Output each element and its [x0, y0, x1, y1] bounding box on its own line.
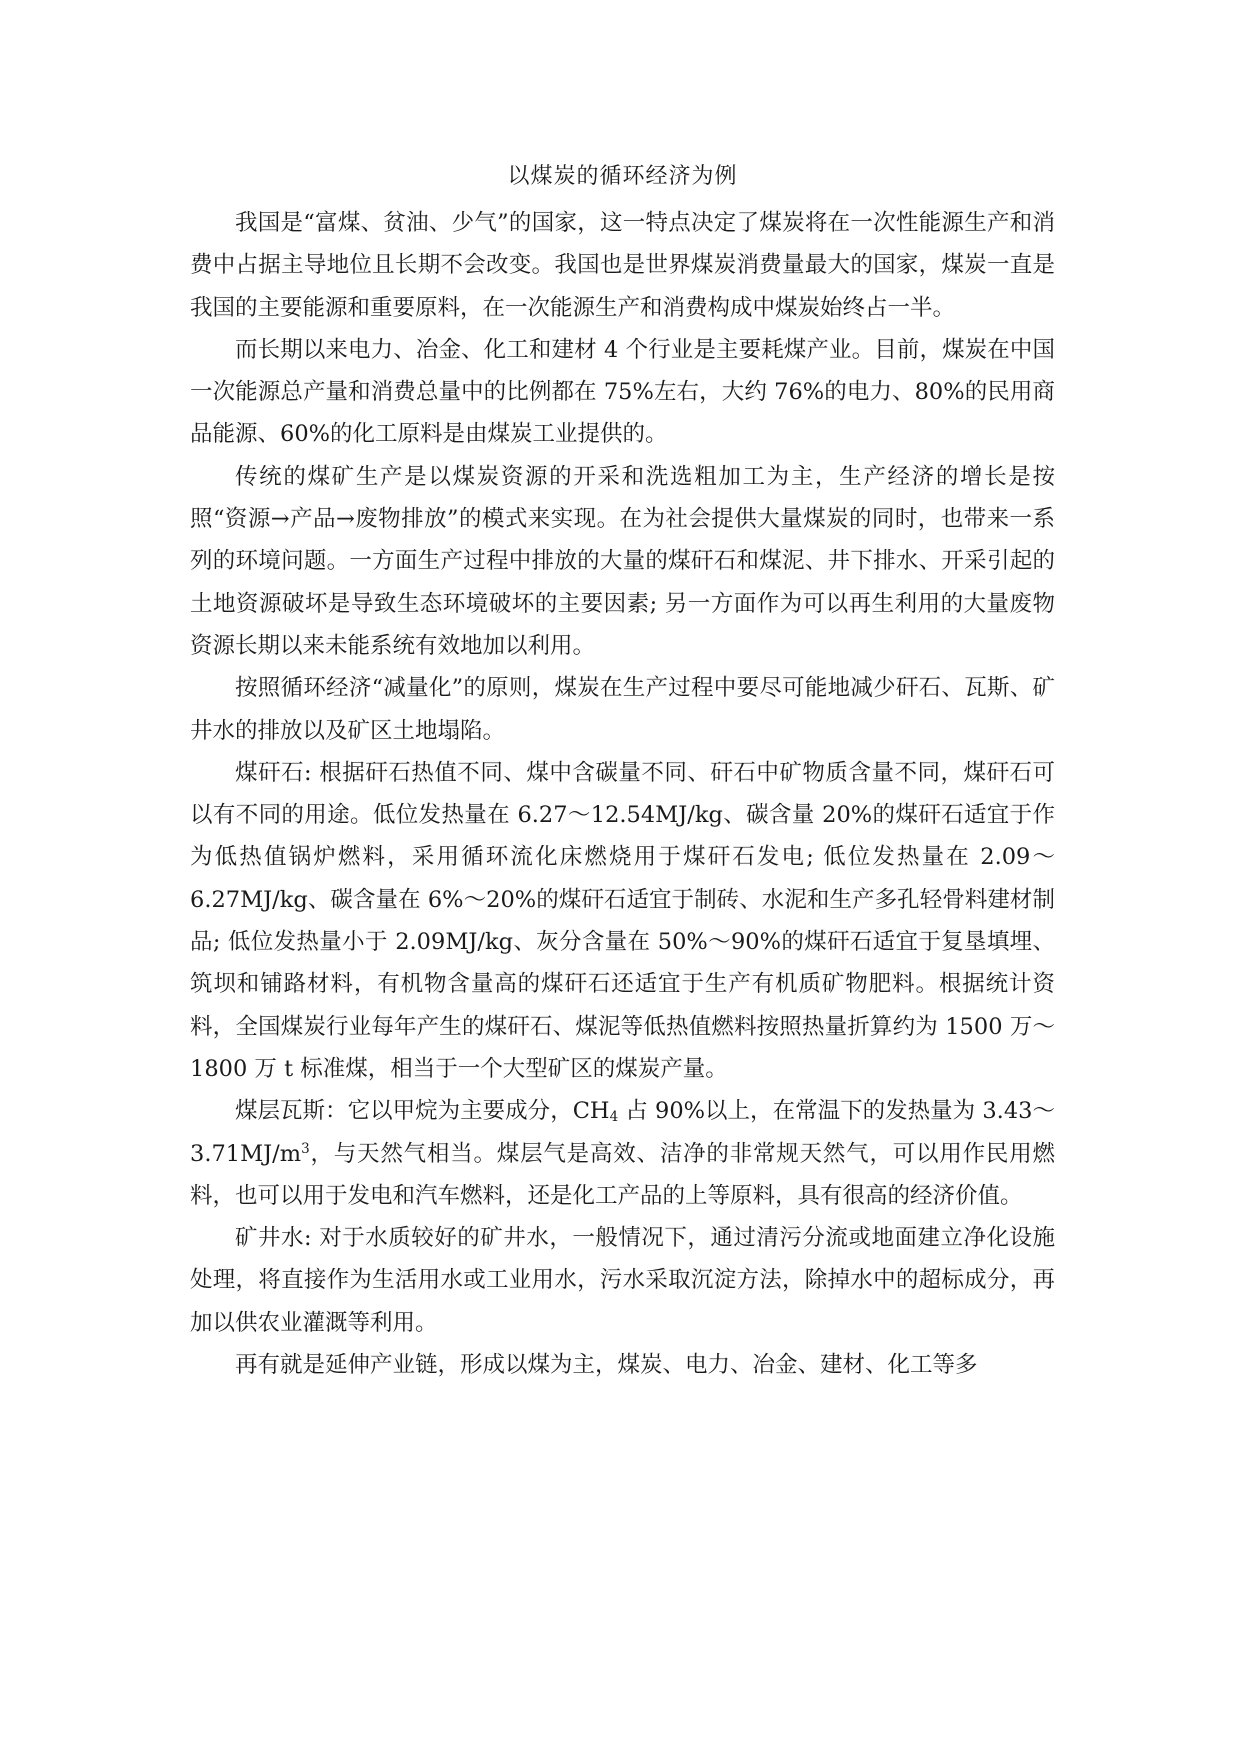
paragraph-coal-gangue: 煤矸石: 根据矸石热值不同、煤中含碳量不同、矸石中矿物质含量不同，煤矸石可以有不同的用途。低位发热量在 6.27～12.54MJ/kg、碳含量 20%的煤矸石适宜于作为低热值锅炉燃料，采用循环流化床燃烧用于煤矸石发电; 低位发热量在 2.09～6.27MJ/kg、碳含量在 6%～20%的煤矸石适宜于制砖、水泥和生产多孔轻骨料建材制品; 低位发热量小于 2.09MJ/kg、灰分含量在 50%～90%的煤矸石适宜于复垦填埋、筑坝和铺路材料，有机物含量高的煤矸石还适宜于生产有机质矿物肥料。根据统计资料，全国煤炭行业每年产生的煤矸石、煤泥等低热值燃料按照热量折算约为 1500 万～1800 万 t 标准煤，相当于一个大型矿区的煤炭产量。: [190, 759, 1055, 1082]
ch4-formula: $CH_4$: [572, 1098, 619, 1126]
paragraph-industry-chain: 再有就是延伸产业链，形成以煤为主，煤炭、电力、冶金、建材、化工等多: [235, 1352, 978, 1379]
document-title: 以煤炭的循环经济为例: [507, 164, 738, 189]
paragraph-traditional-mining: 传统的煤矿生产是以煤炭资源的开采和洗选粗加工为主，生产经济的增长是按照“资源→产品→废物排放”的模式来实现。在为社会提供大量煤炭的同时，也带来一系列的环境问题。一方面生产过程中排放的大量的煤矸石和煤泥、井下排水、开采引起的土地资源破坏是导致生态环境破坏的主要因素; 另一方面作为可以再生利用的大量废物资源长期以来未能系统有效地加以利用。: [190, 463, 1055, 659]
paragraph-mine-water: 矿井水: 对于水质较好的矿井水，一般情况下，通过清污分流或地面建立净化设施处理，将直接作为生活用水或工业用水，污水采取沉淀方法，除掉水中的超标成分，再加以供农业灌溉等利用。: [190, 1225, 1055, 1336]
paragraph-coalbed-gas: [190, 1090, 1055, 1217]
gas-text-intro: 煤层瓦斯：它以甲烷为主要成分，: [235, 1098, 573, 1125]
paragraph-energy-structure: 我国是“富煤、贫油、少气”的国家，这一特点决定了煤炭将在一次性能源生产和消费中占据主导地位且长期不会改变。我国也是世界煤炭消费量最大的国家，煤炭一直是我国的主要能源和重要原料，在一次能源生产和消费构成中煤炭始终占一半。: [190, 210, 1055, 321]
cubic-superscript: 3: [301, 1140, 310, 1157]
paragraph-coal-industries: 而长期以来电力、冶金、化工和建材 4 个行业是主要耗煤产业。目前，煤炭在中国一次能源总产量和消费总量中的比例都在 75%左右，大约 76%的电力、80%的民用商品能源、60%的化工原料是由煤炭工业提供的。: [190, 336, 1055, 448]
gas-text-rest: ，与天然气相当。煤层气是高效、洁净的非常规天然气，可以用作民用燃料，也可以用于发电和汽车燃料，还是化工产品的上等原料，具有很高的经济价值。: [190, 1140, 1055, 1209]
document-page: [190, 162, 1055, 1386]
gas-text-heat: 占 90%以上，在常温下的发热量为 3.43～3.71MJ/m: [190, 1098, 1055, 1167]
paragraph-reduction-principle: 按照循环经济“减量化”的原则，煤炭在生产过程中要尽可能地减少矸石、瓦斯、矿井水的排放以及矿区土地塌陷。: [190, 675, 1055, 744]
